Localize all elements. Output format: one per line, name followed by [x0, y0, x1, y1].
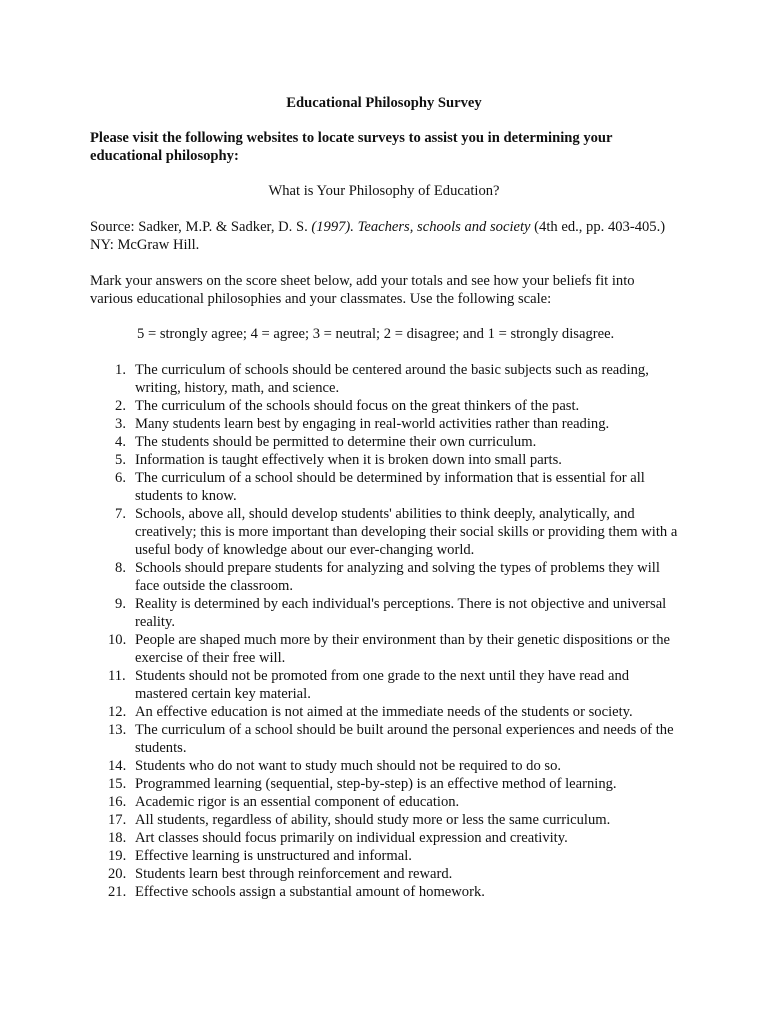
question-number: 21.: [108, 884, 127, 900]
question-item: [0, 829, 680, 847]
question-text: Schools, above all, should develop students' abilities to think deeply, analytically, and creatively; this is more important than developing their social skills or providing them with a useful body of knowledge about our ever-changing world.: [135, 506, 678, 558]
question-item: [0, 667, 680, 703]
question-number: 6.: [115, 470, 126, 486]
question-text: The students should be permitted to determine their own curriculum.: [135, 434, 537, 450]
question-item: [0, 397, 680, 415]
question-number: 10.: [108, 632, 127, 648]
question-item: [0, 757, 680, 775]
question-item: [0, 703, 680, 721]
question-item: [0, 847, 680, 865]
question-text: Schools should prepare students for analyzing and solving the types of problems they will face outside the classroom.: [135, 560, 660, 594]
question-text: An effective education is not aimed at the immediate needs of the students or society.: [135, 704, 633, 720]
question-number: 7.: [115, 506, 126, 522]
question-number: 14.: [108, 758, 127, 774]
question-text: Reality is determined by each individual's perceptions. There is not objective and universal reality.: [135, 596, 667, 630]
question-text: Programmed learning (sequential, step-by-step) is an effective method of learning.: [135, 776, 617, 792]
question-number: 2.: [115, 398, 126, 414]
source-italic: (1997). Teachers, schools and society: [311, 219, 531, 235]
survey-subtitle: What is Your Philosophy of Education?: [268, 183, 500, 199]
question-item: [0, 595, 680, 631]
question-number: 5.: [115, 452, 126, 468]
question-item: [0, 505, 680, 559]
question-number: 1.: [115, 362, 126, 378]
question-number: 12.: [108, 704, 127, 720]
question-item: [0, 883, 680, 901]
question-item: [0, 559, 680, 595]
question-text: Many students learn best by engaging in real-world activities rather than reading.: [135, 416, 610, 432]
question-number: 11.: [108, 668, 126, 684]
question-text: Effective schools assign a substantial amount of homework.: [135, 884, 485, 900]
source-suffix: (4th ed., pp. 403-405.) NY: McGraw Hill.: [90, 219, 666, 253]
source-citation: [90, 218, 670, 254]
question-text: Students should not be promoted from one grade to the next until they have read and mastered certain key material.: [135, 668, 630, 702]
question-item: [0, 415, 680, 433]
question-number: 8.: [115, 560, 126, 576]
question-item: [0, 469, 680, 505]
instructions-paragraph: Mark your answers on the score sheet below, add your totals and see how your beliefs fit into various educational philosophies and your classmates. Use the following scale:: [90, 273, 635, 307]
question-text: All students, regardless of ability, should study more or less the same curriculum.: [135, 812, 611, 828]
question-text: The curriculum of a school should be determined by information that is essential for all students to know.: [135, 470, 645, 504]
question-item: [0, 811, 680, 829]
question-number: 20.: [108, 866, 127, 882]
question-text: The curriculum of a school should be built around the personal experiences and needs of the students.: [135, 722, 674, 756]
question-item: [0, 433, 680, 451]
question-item: [0, 775, 680, 793]
question-number: 3.: [115, 416, 126, 432]
question-list: [0, 361, 680, 901]
question-number: 16.: [108, 794, 127, 810]
question-item: [0, 631, 680, 667]
question-text: Information is taught effectively when it is broken down into small parts.: [135, 452, 562, 468]
intro-paragraph: Please visit the following websites to locate surveys to assist you in determining your educational philosophy:: [90, 130, 613, 164]
question-text: Academic rigor is an essential component of education.: [135, 794, 460, 810]
question-number: 19.: [108, 848, 127, 864]
question-number: 15.: [108, 776, 127, 792]
question-item: [0, 451, 680, 469]
question-number: 4.: [115, 434, 126, 450]
question-text: The curriculum of schools should be centered around the basic subjects such as reading, writing, history, math, and science.: [135, 362, 649, 396]
question-number: 13.: [108, 722, 127, 738]
question-text: Students learn best through reinforcement and reward.: [135, 866, 453, 882]
rating-scale: 5 = strongly agree; 4 = agree; 3 = neutral; 2 = disagree; and 1 = strongly disagree.: [137, 326, 615, 342]
source-prefix: Source: Sadker, M.P. & Sadker, D. S.: [90, 219, 312, 235]
question-text: Effective learning is unstructured and informal.: [135, 848, 412, 864]
question-item: [0, 361, 680, 397]
question-number: 18.: [108, 830, 127, 846]
question-item: [0, 865, 680, 883]
question-item: [0, 721, 680, 757]
question-text: Art classes should focus primarily on individual expression and creativity.: [135, 830, 568, 846]
document-title: Educational Philosophy Survey: [286, 95, 482, 111]
question-number: 17.: [108, 812, 127, 828]
question-item: [0, 793, 680, 811]
question-text: Students who do not want to study much should not be required to do so.: [135, 758, 562, 774]
question-text: The curriculum of the schools should focus on the great thinkers of the past.: [135, 398, 580, 414]
question-text: People are shaped much more by their environment than by their genetic dispositions or the exercise of their free will.: [135, 632, 670, 666]
question-number: 9.: [115, 596, 126, 612]
